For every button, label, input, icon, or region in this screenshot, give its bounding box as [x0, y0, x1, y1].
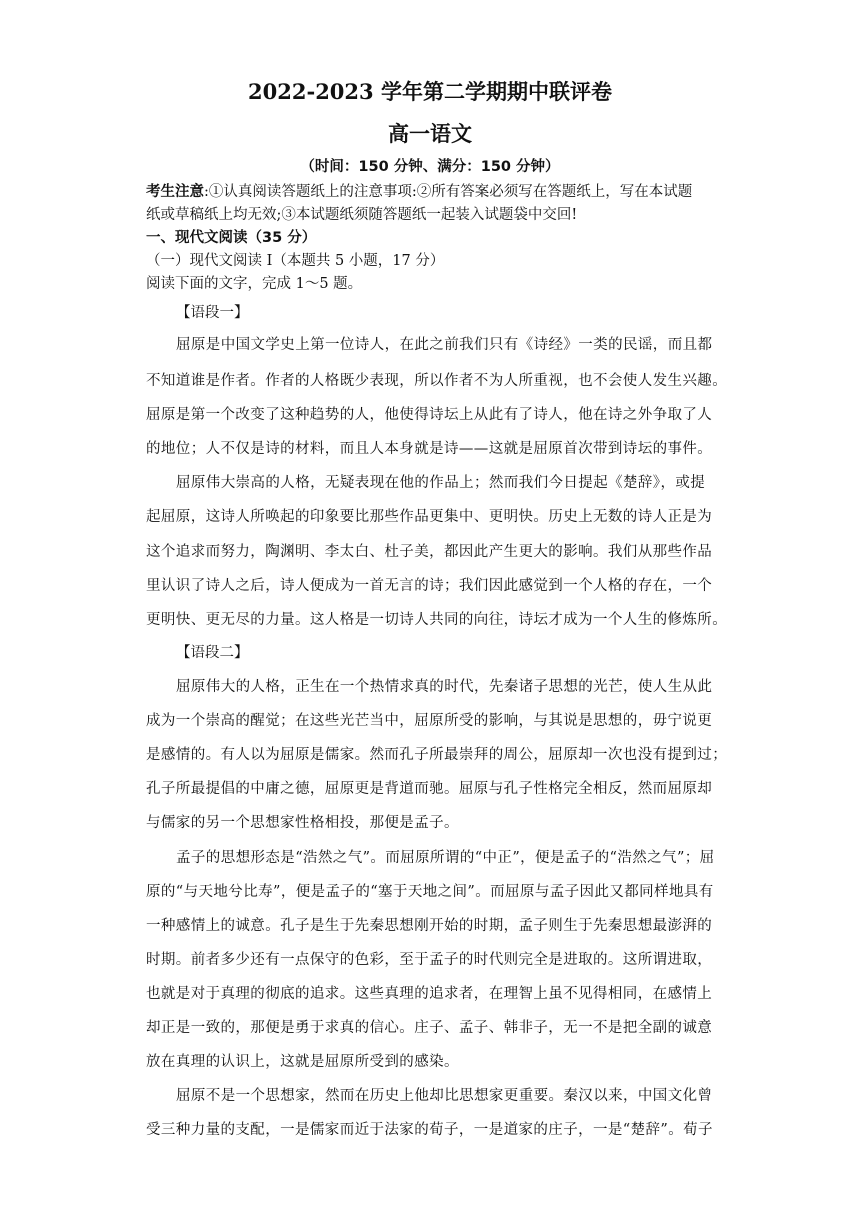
- passage-line: 屈原不是一个思想家，然而在历史上他却比思想家更重要。秦汉以来，中国文化曾: [176, 1088, 713, 1104]
- notice-text-1: :①认真阅读答题纸上的注意事项:②所有答案必须写在答题纸上，写在本试题: [204, 184, 693, 200]
- passage-line: 是感情的。有人以为屈原是儒家。然而孔子所最崇拜的周公，屈原却一次也没有提到过；: [146, 747, 728, 763]
- passage-line: 与儒家的另一个思想家性格相投，那便是孟子。: [146, 815, 459, 831]
- passage-line: 屈原是中国文学史上第一位诗人，在此之前我们只有《诗经》一类的民谣，而且都: [176, 337, 713, 353]
- passage-line: 也就是对于真理的彻底的追求。这些真理的追求者，在理智上虽不见得相同，在感情上: [146, 986, 713, 1002]
- notice-line-1: [146, 180, 692, 201]
- passage-line: 的地位；人不仅是诗的材料，而且人本身就是诗——这就是屈原首次带到诗坛的事件。: [146, 441, 713, 457]
- instruction-text: 阅读下面的文字，完成 1～5 题。: [146, 276, 363, 292]
- exam-title: 2022-2023 学年第二学期期中联评卷: [248, 79, 612, 104]
- passage-line: 里认识了诗人之后，诗人便成为一首无言的诗；我们因此感觉到一个人格的存在，一个: [146, 578, 713, 594]
- passage-line: 时期。前者多少还有一点保守的色彩，至于孟子的时代则完全是进取的。这所谓进取，: [146, 952, 713, 968]
- passage-line: 成为一个崇高的醒觉；在这些光芒当中，屈原所受的影响，与其说是思想的，毋宁说更: [146, 713, 713, 729]
- passage-line: 这个追求而努力，陶渊明、李太白、杜子美，都因此产生更大的影响。我们从那些作品: [146, 544, 713, 560]
- passage-line: 孟子的思想形态是“浩然之气”。而屈原所谓的“中正”，便是孟子的“浩然之气”；屈: [176, 850, 715, 866]
- passage-line: 屈原是第一个改变了这种趋势的人，他使得诗坛上从此有了诗人，他在诗之外争取了人: [146, 407, 713, 423]
- passage-line: 放在真理的认识上，这就是屈原所受到的感染。: [146, 1054, 459, 1070]
- notice-label: 考生注意: [146, 183, 204, 200]
- section-heading: 一、现代文阅读（35 分）: [146, 230, 317, 246]
- sub-section-heading: （一）现代文阅读 I（本题共 5 小题，17 分）: [146, 253, 445, 269]
- passage-line: 孔子所最提倡的中庸之德，屈原更是背道而驰。屈原与孔子性格完全相反，然而屈原却: [146, 781, 713, 797]
- passage-heading-2: 【语段二】: [176, 645, 249, 661]
- passage-line: 更明快、更无尽的力量。这人格是一切诗人共同的向往，诗坛才成为一个人生的修炼所。: [146, 612, 728, 628]
- passage-line: 原的“与天地兮比寿”，便是孟子的“塞于天地之间”。而屈原与孟子因此又都同样地具有: [146, 884, 714, 900]
- passage-line: 起屈原，这诗人所唤起的印象要比那些作品更集中、更明快。历史上无数的诗人正是为: [146, 509, 713, 525]
- passage-line: 屈原伟大崇高的人格，无疑表现在他的作品上；然而我们今日提起《楚辞》，或提: [176, 475, 706, 491]
- passage-line: 一种感情上的诚意。孔子是生于先秦思想刚开始的时期，孟子则生于先秦思想最澎湃的: [146, 918, 713, 934]
- passage-heading-1: 【语段一】: [176, 305, 249, 321]
- subject-title: 高一语文: [388, 121, 472, 146]
- notice-line-2: 纸或草稿纸上均无效;③本试题纸须随答题纸一起装入试题袋中交回!: [146, 207, 578, 223]
- passage-line: 屈原伟大的人格，正生在一个热情求真的时代，先秦诸子思想的光芒，使人生从此: [176, 679, 713, 695]
- passage-line: 不知道谁是作者。作者的人格既少表现，所以作者不为人所重视，也不会使人发生兴趣。: [146, 373, 728, 389]
- passage-line: 受三种力量的支配，一是儒家而近于法家的荀子，一是道家的庄子，一是“楚辞”。荀子: [146, 1122, 713, 1138]
- exam-time-info: （时间：150 分钟、满分：150 分钟）: [300, 159, 560, 175]
- passage-line: 却正是一致的，那便是勇于求真的信心。庄子、孟子、韩非子，无一不是把全副的诚意: [146, 1020, 713, 1036]
